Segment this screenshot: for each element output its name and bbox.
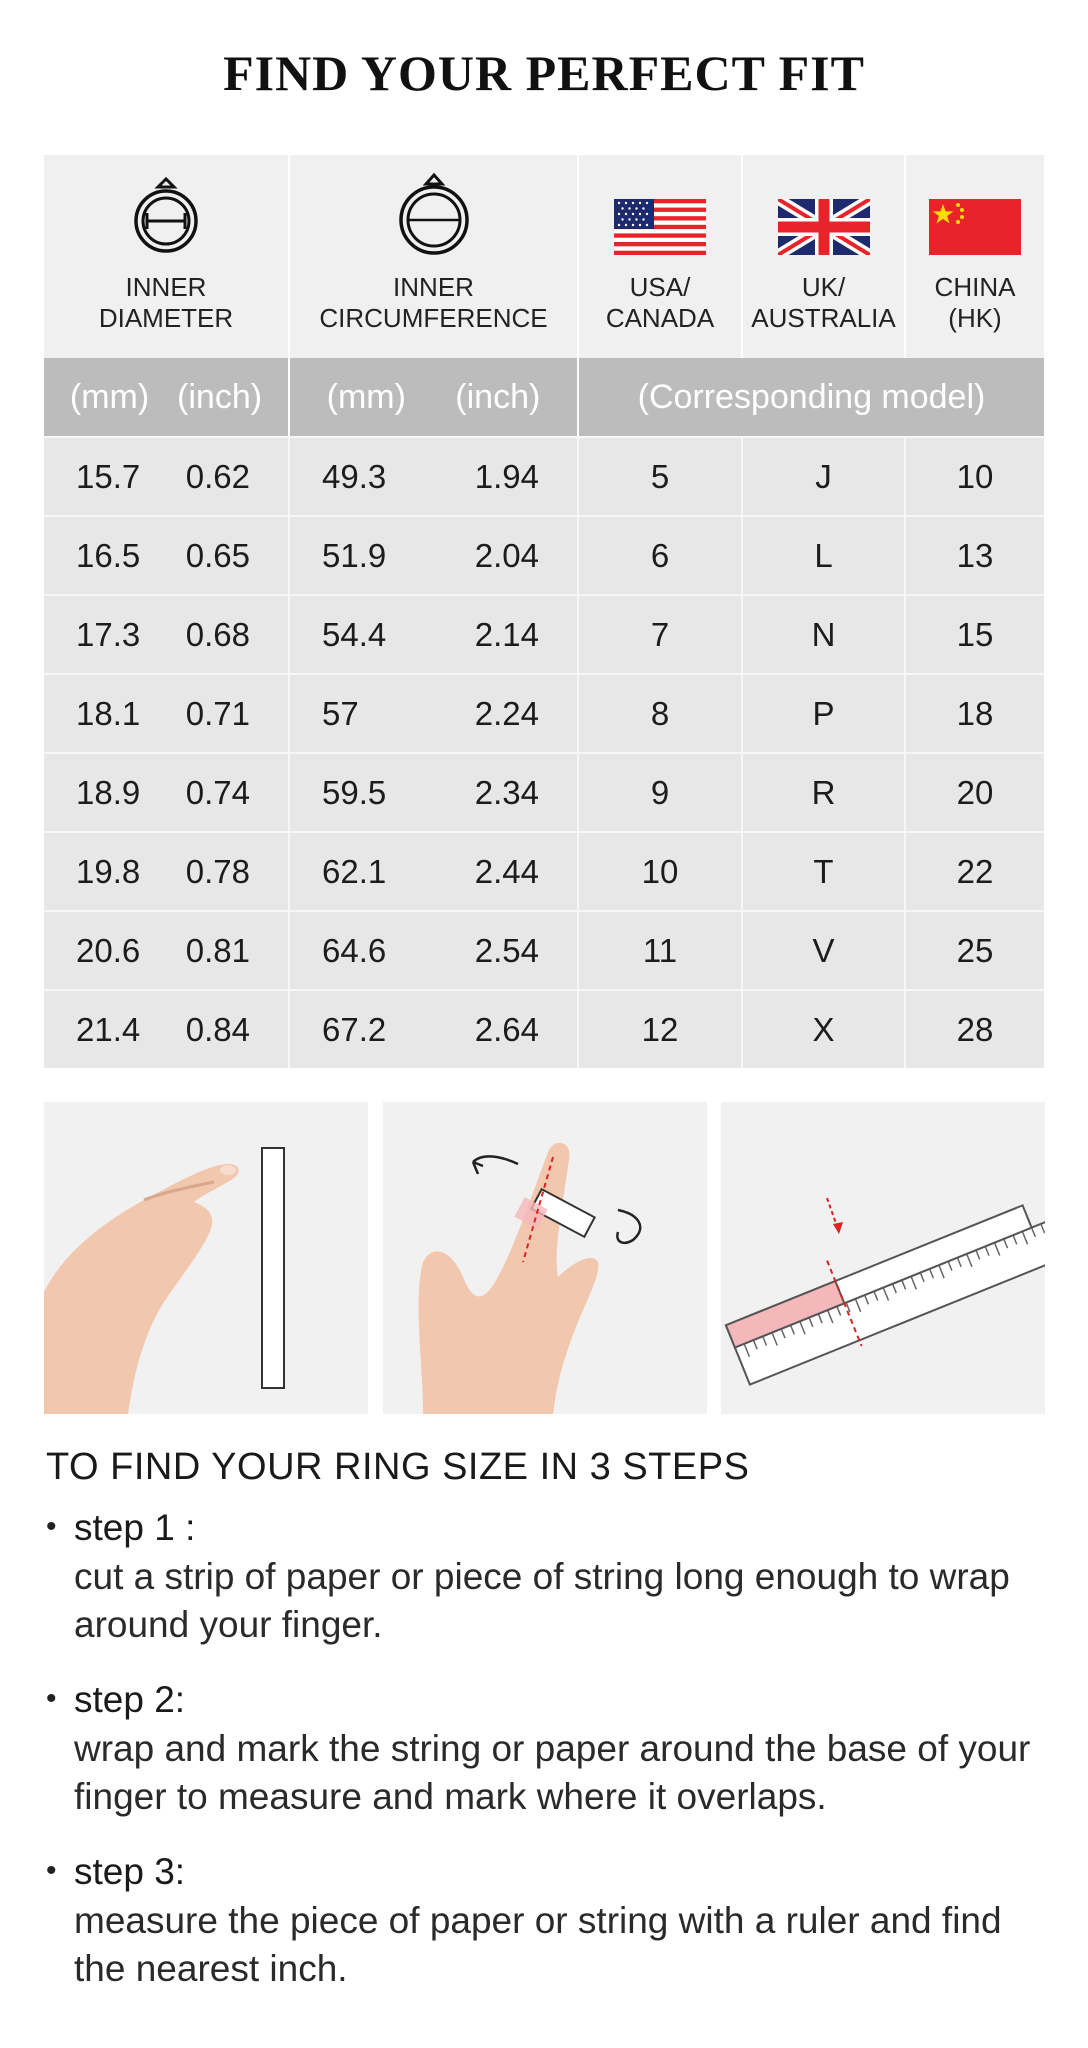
header-inner-diameter xyxy=(44,155,290,358)
value-inch: 2.44 xyxy=(474,852,539,890)
china-flag-icon xyxy=(929,199,1021,262)
cell-usa-size xyxy=(579,991,743,1068)
table-row xyxy=(44,673,1044,752)
cell-usa-size xyxy=(579,912,743,989)
step-label: step 3: xyxy=(74,1851,186,1892)
value-size: P xyxy=(812,694,835,732)
cell-uk-size xyxy=(743,991,906,1068)
cell-usa-size xyxy=(579,675,743,752)
table-row xyxy=(44,989,1044,1068)
step-item xyxy=(46,1851,1046,1993)
cell-china-size xyxy=(906,754,1044,831)
bullet: • xyxy=(46,1682,57,1715)
size-chart-table xyxy=(44,155,1044,1068)
value-mm: 59.5 xyxy=(322,773,387,811)
value-mm: 21.4 xyxy=(76,1010,141,1048)
value-inch: 0.65 xyxy=(185,536,250,574)
value-mm: 17.3 xyxy=(76,615,141,653)
value-size: 9 xyxy=(650,773,670,811)
cell-uk-size xyxy=(743,517,906,594)
cell-circumference xyxy=(290,517,579,594)
instructions-title: TO FIND YOUR RING SIZE IN 3 STEPS xyxy=(46,1446,750,1488)
step-label: step 2: xyxy=(74,1679,186,1720)
value-inch: 0.81 xyxy=(185,931,250,969)
unit-row xyxy=(44,358,1044,436)
value-size: 13 xyxy=(956,536,994,574)
header-uk xyxy=(743,155,906,358)
header-inner-circumference xyxy=(290,155,579,358)
unit-cell-model xyxy=(579,358,1044,436)
step-label: step 1 : xyxy=(74,1507,196,1548)
unit-inch: (inch) xyxy=(455,377,541,416)
cell-china-size xyxy=(906,912,1044,989)
table-row xyxy=(44,910,1044,989)
value-mm: 54.4 xyxy=(322,615,387,653)
cell-diameter xyxy=(44,596,290,673)
header-label: CIRCUMFERENCE xyxy=(319,303,548,333)
table-row xyxy=(44,594,1044,673)
step-item xyxy=(46,1679,1046,1821)
cell-china-size xyxy=(906,675,1044,752)
value-mm: 18.1 xyxy=(76,694,141,732)
uk-flag-icon xyxy=(778,199,870,262)
value-mm: 64.6 xyxy=(322,931,387,969)
cell-circumference xyxy=(290,991,579,1068)
value-inch: 0.62 xyxy=(185,457,250,495)
cell-diameter xyxy=(44,754,290,831)
header-usa xyxy=(579,155,743,358)
unit-cell-diameter xyxy=(44,358,290,436)
value-size: 10 xyxy=(956,457,994,495)
cell-usa-size xyxy=(579,438,743,515)
value-mm: 57 xyxy=(322,694,359,732)
cell-diameter xyxy=(44,517,290,594)
value-inch: 0.74 xyxy=(185,773,250,811)
page-title: FIND YOUR PERFECT FIT xyxy=(223,45,865,101)
table-row xyxy=(44,752,1044,831)
cell-china-size xyxy=(906,596,1044,673)
cell-diameter xyxy=(44,991,290,1068)
cell-usa-size xyxy=(579,833,743,910)
cell-uk-size xyxy=(743,675,906,752)
value-inch: 2.34 xyxy=(474,773,539,811)
cell-circumference xyxy=(290,438,579,515)
value-inch: 2.24 xyxy=(474,694,539,732)
instruction-photos xyxy=(44,1102,1045,1414)
value-size: 20 xyxy=(956,773,994,811)
photo-step1-hand-with-strip xyxy=(44,1102,368,1414)
value-mm: 15.7 xyxy=(76,457,141,495)
cell-circumference xyxy=(290,754,579,831)
value-size: R xyxy=(811,773,836,811)
header-label: INNER xyxy=(393,272,474,302)
step-text: cut a strip of paper or piece of string long enough to wrap around your finger. xyxy=(74,1556,1010,1645)
unit-cell-circumference xyxy=(290,358,579,436)
step-text: wrap and mark the string or paper around the base of your finger to measure and mark where it overlaps. xyxy=(74,1728,1031,1817)
cell-circumference xyxy=(290,912,579,989)
header-label: UK/ xyxy=(801,272,846,302)
cell-usa-size xyxy=(579,754,743,831)
unit-inch: (inch) xyxy=(177,377,263,416)
value-mm: 51.9 xyxy=(322,536,387,574)
value-size: N xyxy=(811,615,836,653)
value-size: 18 xyxy=(956,694,994,732)
value-size: 15 xyxy=(956,615,994,653)
cell-china-size xyxy=(906,991,1044,1068)
table-header-row xyxy=(44,155,1044,358)
bullet: • xyxy=(46,1854,57,1887)
header-label: CANADA xyxy=(605,303,715,333)
step-text: measure the piece of paper or string with a ruler and find the nearest inch. xyxy=(74,1900,1002,1989)
cell-usa-size xyxy=(579,596,743,673)
value-size: 25 xyxy=(956,931,994,969)
photo-step3-ruler xyxy=(721,1102,1045,1414)
photo-step2-wrap-finger xyxy=(383,1102,707,1414)
unit-mm: (mm) xyxy=(69,377,150,416)
value-size: T xyxy=(813,852,834,890)
cell-circumference xyxy=(290,675,579,752)
header-label: CHINA xyxy=(934,272,1016,302)
cell-china-size xyxy=(906,517,1044,594)
value-inch: 0.84 xyxy=(185,1010,250,1048)
value-size: 28 xyxy=(956,1010,994,1048)
value-mm: 67.2 xyxy=(322,1010,387,1048)
cell-china-size xyxy=(906,438,1044,515)
cell-diameter xyxy=(44,833,290,910)
cell-uk-size xyxy=(743,912,906,989)
value-size: L xyxy=(814,536,833,574)
value-inch: 0.78 xyxy=(185,852,250,890)
table-row xyxy=(44,831,1044,910)
usa-flag-icon xyxy=(614,199,706,262)
value-mm: 16.5 xyxy=(76,536,141,574)
value-size: 5 xyxy=(650,457,670,495)
value-size: 11 xyxy=(642,931,678,969)
table-row xyxy=(44,436,1044,515)
value-mm: 49.3 xyxy=(322,457,387,495)
bullet: • xyxy=(46,1510,57,1543)
instructions-section xyxy=(46,1446,1046,2023)
table-row xyxy=(44,515,1044,594)
value-size: 10 xyxy=(641,852,679,890)
unit-mm: (mm) xyxy=(326,377,406,416)
header-label: INNER xyxy=(125,272,207,302)
cell-circumference xyxy=(290,596,579,673)
cell-diameter xyxy=(44,438,290,515)
unit-model: (Corresponding model) xyxy=(637,377,986,416)
cell-diameter xyxy=(44,675,290,752)
value-inch: 2.54 xyxy=(474,931,539,969)
value-mm: 18.9 xyxy=(76,773,141,811)
value-size: J xyxy=(815,457,832,495)
value-size: 7 xyxy=(650,615,670,653)
value-inch: 0.71 xyxy=(185,694,250,732)
header-china xyxy=(906,155,1044,358)
ring-diameter-icon xyxy=(131,175,201,262)
value-size: 8 xyxy=(650,694,670,732)
cell-uk-size xyxy=(743,833,906,910)
value-size: 6 xyxy=(650,536,670,574)
cell-uk-size xyxy=(743,754,906,831)
header-label: (HK) xyxy=(948,303,1002,333)
cell-china-size xyxy=(906,833,1044,910)
cell-uk-size xyxy=(743,596,906,673)
value-size: 12 xyxy=(641,1010,679,1048)
value-mm: 19.8 xyxy=(76,852,141,890)
header-label: USA/ xyxy=(629,272,691,302)
value-inch: 2.04 xyxy=(474,536,539,574)
value-size: 22 xyxy=(956,852,994,890)
value-size: V xyxy=(812,931,835,969)
table-body xyxy=(44,436,1044,1068)
value-mm: 62.1 xyxy=(322,852,387,890)
cell-circumference xyxy=(290,833,579,910)
value-size: X xyxy=(812,1010,835,1048)
value-inch: 0.68 xyxy=(185,615,250,653)
step-item xyxy=(46,1507,1046,1649)
value-inch: 1.94 xyxy=(474,457,539,495)
value-mm: 20.6 xyxy=(76,931,141,969)
cell-diameter xyxy=(44,912,290,989)
cell-uk-size xyxy=(743,438,906,515)
cell-usa-size xyxy=(579,517,743,594)
header-label: DIAMETER xyxy=(98,303,234,333)
value-inch: 2.14 xyxy=(474,615,539,653)
ring-circumference-icon xyxy=(396,171,472,262)
header-label: AUSTRALIA xyxy=(751,303,896,333)
value-inch: 2.64 xyxy=(474,1010,539,1048)
